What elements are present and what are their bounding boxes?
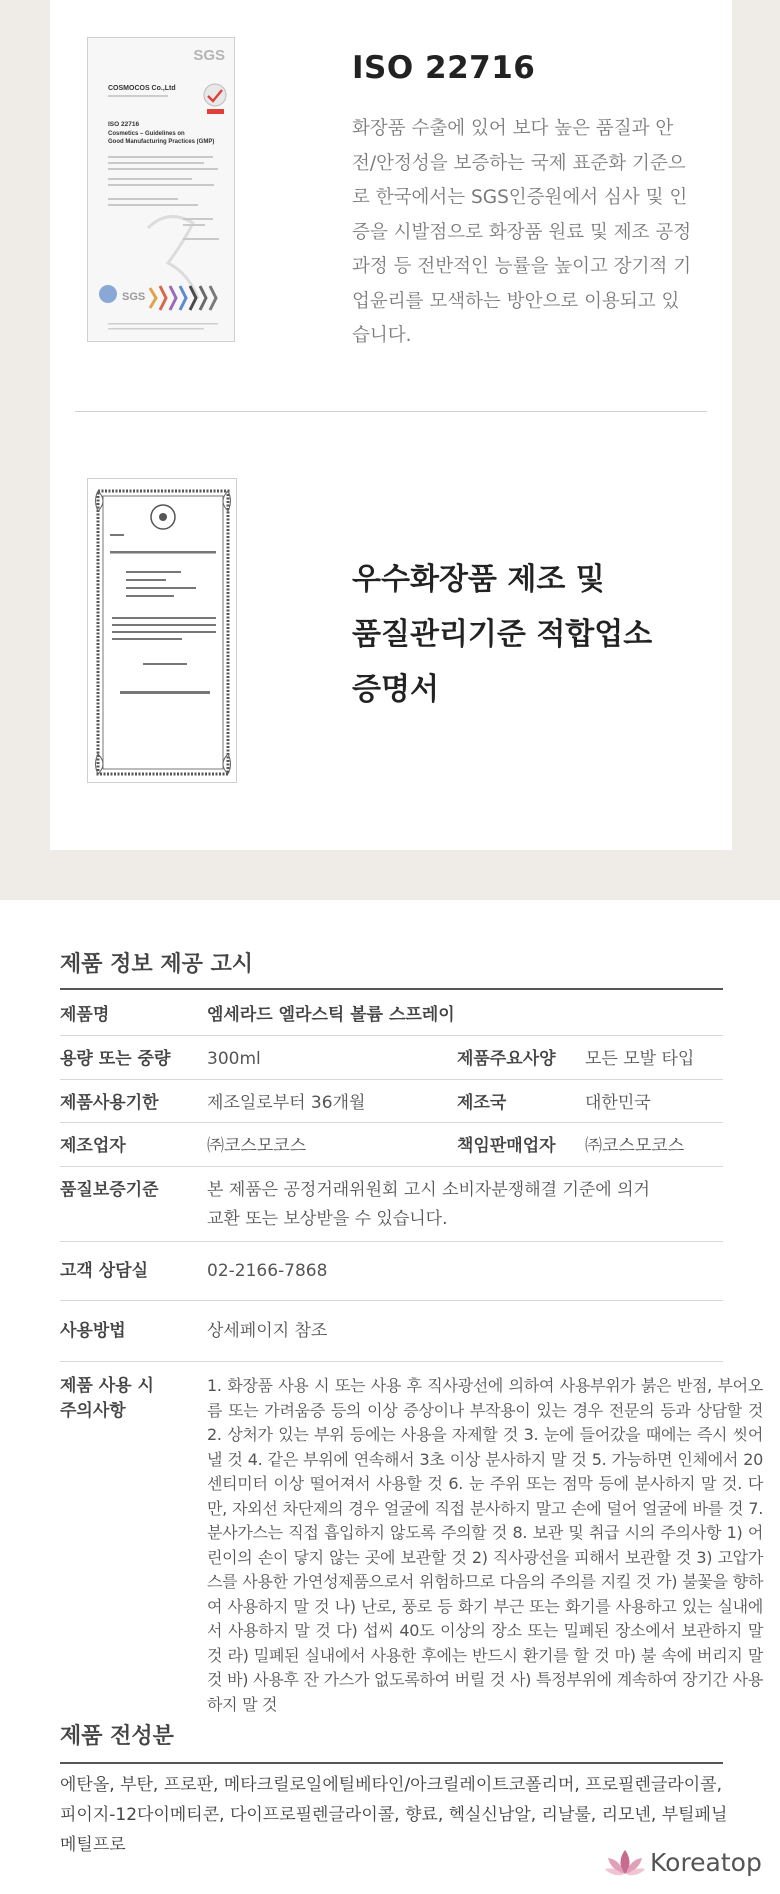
- country-value: 대한민국: [585, 1093, 651, 1113]
- certificate-section: [0, 0, 780, 900]
- row-divider: [60, 1035, 723, 1036]
- row-divider: [60, 1241, 723, 1242]
- main-spec-label: 제품주요사양: [457, 1049, 556, 1069]
- ingredients-title: 제품 전성분: [60, 1724, 174, 1749]
- expiry-value: 제조일로부터 36개월: [207, 1093, 366, 1113]
- country-label: 제조국: [457, 1093, 507, 1113]
- caution-label-line: 주의사항: [60, 1401, 126, 1421]
- quality-value: [207, 1176, 767, 1234]
- certificate-standard-detail-1: Cosmetics – Guidelines on: [108, 131, 185, 137]
- quality-label: 품질보증기준: [60, 1180, 159, 1200]
- quality-value-line: 본 제품은 공정거래위원회 고시 소비자분쟁해결 기준에 의거: [207, 1180, 650, 1200]
- gmp-title-line: 증명서: [352, 672, 439, 707]
- gmp-title-line: 우수화장품 제조 및: [352, 562, 605, 597]
- manufacturer-label: 제조업자: [60, 1136, 126, 1156]
- iso-certificate-description: 화장품 수출에 있어 보다 높은 품질과 안전/안정성을 보증하는 국제 표준화 기준으로 한국에서는 SGS인증원에서 심사 및 인증을 시발점으로 화장품 원료 및 제조 공정과정 등 전반적인 능률을 높이고 장기적 기업윤리를 모색하는 방안으로 이용되고 있습니다.: [352, 118, 692, 346]
- ingredients-rule: [60, 1762, 723, 1764]
- product-name-label: 제품명: [60, 1005, 110, 1025]
- iso-certificate-title: ISO 22716: [352, 50, 536, 86]
- caution-label-line: 제품 사용 시: [60, 1376, 154, 1396]
- gmp-certificate-title: [352, 552, 712, 717]
- row-divider: [60, 1122, 723, 1123]
- customer-service-value: 02-2166-7868: [207, 1261, 328, 1281]
- manufacturer-value: ㈜코스모코스: [207, 1136, 307, 1156]
- distributor-label: 책임판매업자: [457, 1136, 556, 1156]
- certificate-standard-detail-2: Good Manufacturing Practices (GMP): [108, 139, 215, 145]
- capacity-value: 300ml: [207, 1049, 261, 1069]
- gmp-title-line: 품질관리기준 적합업소: [352, 617, 653, 652]
- koreatop-logo: [604, 1844, 762, 1880]
- iso-certificate-image: [87, 37, 235, 342]
- usage-label: 사용방법: [60, 1321, 126, 1341]
- certificate-company: COSMOCOS Co.,Ltd: [108, 85, 176, 92]
- usage-value: 상세페이지 참조: [207, 1321, 328, 1341]
- row-divider: [60, 1361, 723, 1362]
- quality-value-line: 교환 또는 보상받을 수 있습니다.: [207, 1209, 448, 1229]
- row-divider: [60, 1079, 723, 1080]
- notice-title: 제품 정보 제공 고시: [60, 952, 253, 977]
- main-spec-value: 모든 모발 타입: [585, 1049, 695, 1069]
- product-name-value: 엠세라드 엘라스틱 볼륨 스프레이: [207, 1005, 455, 1025]
- row-divider: [60, 1166, 723, 1167]
- brand-name: Koreatop: [650, 1847, 762, 1877]
- caution-value: 1. 화장품 사용 시 또는 사용 후 직사광선에 의하여 사용부위가 붉은 반점, 부어오름 또는 가려움증 등의 이상 증상이나 부작용이 있는 경우 전문의 등과 상담할 것 2. 상처가 있는 부위 등에는 사용을 자제할 것 3. 눈에 들어갔을 때에는 즉시 씻어낼 것 4. 같은 부위에 연속해서 3초 이상 분사하지 말 것 5. 가능하면 인체에서 20센티미터 이상 떨어져서 사용할 것 6. 눈 주위 또는 점막 등에 분사하지 말 것. 다만, 자외선 차단제의 경우 얼굴에 직접 분사하지 말고 손에 덜어 얼굴에 바를 것 7. 분사가스는 직접 흡입하지 않도록 주의할 것 8. 보관 및 취급 시의 주의사항 1) 어린이의 손이 닿지 않는 곳에 보관할 것 2) 직사광선을 피해서 보관할 것 3) 고압가스를 사용한 가연성제품으로서 위험하므로 다음의 주의를 지킬 것 가) 불꽃을 향하여 사용하지 말 것 나) 난로, 풍로 등 화기 부근 또는 화기를 사용하고 있는 실내에서 사용하지 말 것 다) 섭씨 40도 이상의 장소 또는 밀폐된 장소에서 보관하지 말 것 라) 밀폐된 실내에서 사용한 후에는 반드시 환기를 할 것 마) 불 속에 버리지 말 것 바) 사용후 잔 가스가 없도록하여 버릴 것 사) 특정부위에 계속하여 장기간 사용하지 말 것: [207, 1376, 763, 1714]
- iso-certificate-row: [50, 0, 732, 410]
- svg-text:SGS: SGS: [122, 291, 146, 303]
- expiry-label: 제품사용기한: [60, 1093, 159, 1113]
- capacity-label: 용량 또는 중량: [60, 1049, 171, 1069]
- gmp-certificate-image: [87, 478, 237, 783]
- gmp-certificate-row: [50, 412, 732, 850]
- caution-label: [60, 1374, 154, 1424]
- ingredients-text: 에탄올, 부탄, 프로판, 메타크릴로일에틸베타인/아크릴레이트코폴리머, 프로필렌글라이콜, 피이지-12다이메티콘, 다이프로필렌글라이콜, 향료, 헥실신남알, 리날룰, 리모넨, 부틸페닐메틸프로: [60, 1775, 728, 1855]
- lotus-icon: [604, 1846, 646, 1878]
- customer-service-label: 고객 상담실: [60, 1261, 149, 1281]
- row-divider: [60, 1300, 723, 1301]
- certificate-standard: ISO 22716: [108, 121, 140, 128]
- sgs-logo-text: SGS: [193, 47, 225, 64]
- notice-top-rule: [60, 988, 723, 990]
- certificate-panel: [50, 0, 732, 850]
- distributor-value: ㈜코스모코스: [585, 1136, 685, 1156]
